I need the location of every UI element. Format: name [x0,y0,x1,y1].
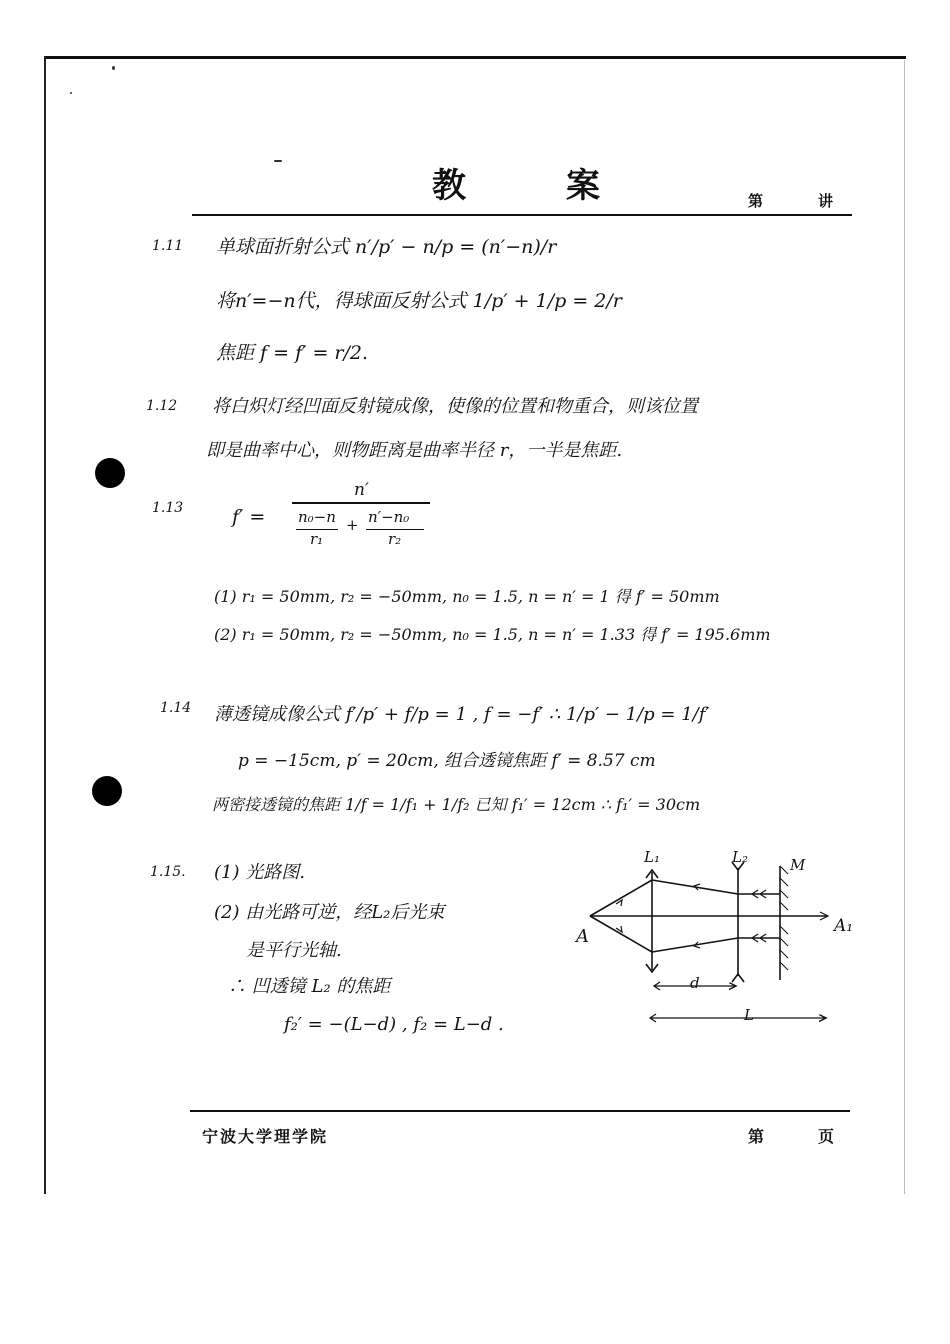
footer-institution: 宁波大学理学院 [202,1127,329,1146]
problem-line: (1) 光路图. [214,862,305,883]
problem-line: (2) r₁ = 50mm, r₂ = −50mm, n₀ = 1.5, n = n′ = 1.33 得 f′ = 195.6mm [214,625,771,644]
page-border-top [46,56,906,59]
scan-speck [274,160,282,162]
optical-path-diagram [570,846,860,1036]
formula-lhs: f′ = [232,506,266,528]
diagram-label-m: M [790,856,806,874]
diagram-label-a: A [576,926,589,947]
formula-term2-num: n′−n₀ [368,508,410,526]
problem-number: 1.14 [160,700,192,716]
formula-main-bar [292,502,430,504]
footer-rule [190,1110,850,1112]
problem-line: 单球面折射公式 n′/p′ − n/p = (n′−n)/r [216,236,557,258]
title-an: 案 [566,166,600,206]
lecture-jiang: 讲 [818,192,834,210]
ray-lower-in [590,916,652,952]
title-jiao: 教 [432,166,466,206]
formula-term1-den: r₁ [310,530,324,548]
problem-line: 薄透镜成像公式 f′/p′ + f/p = 1 , f = −f′ ∴ 1/p′ − 1/p = 1/f′ [214,704,710,725]
scan-speck [112,66,115,70]
problem-line: 是平行光轴. [246,940,342,961]
diagram-label-a1: A₁ [834,916,854,936]
problem-line: 将n′=−n代，得球面反射公式 1/p′ + 1/p = 2/r [216,290,622,312]
problem-line: (1) r₁ = 50mm, r₂ = −50mm, n₀ = 1.5, n = n′ = 1 得 f′ = 50mm [214,587,720,606]
footer-page-ye: 页 [818,1127,837,1146]
problem-number: 1.11 [152,238,184,254]
problem-number: 1.15. [150,864,186,880]
problem-line: 焦距 f = f′ = r/2. [216,342,369,364]
formula-term2-den: r₂ [388,530,402,548]
mirror-hatching [780,866,788,970]
page-border-left [44,56,46,1194]
diagram-label-l1: L₁ [644,848,660,866]
header-rule [192,214,852,216]
diagram-label-l2: L₂ [732,848,748,866]
problem-line: (2) 由光路可逆，经L₂后光束 [214,902,445,923]
diagram-label-l: L [744,1006,754,1024]
ray-upper-in [590,880,652,916]
problem-line: ∴ 凹透镜 L₂ 的焦距 [228,976,391,997]
formula-numerator: n′ [354,480,369,500]
problem-number: 1.12 [146,398,178,414]
diagram-label-d: d [690,974,700,992]
lecture-di: 第 [748,192,764,210]
page-border-right [904,60,905,1194]
punch-hole-upper [95,458,125,488]
footer-page-di: 第 [748,1127,767,1146]
problem-line: p = −15cm, p′ = 20cm, 组合透镜焦距 f′ = 8.57 cm [238,751,656,771]
problem-line: 将白炽灯经凹面反射镜成像，使像的位置和物重合，则该位置 [212,396,698,417]
problem-line: 两密接透镜的焦距 1/f = 1/f₁ + 1/f₂ 已知 f₁′ = 12cm ∴ f₁′ = 30cm [212,795,701,814]
problem-number: 1.13 [152,500,184,516]
scan-speck [70,92,72,94]
problem-line: 即是曲率中心，则物距离是曲率半径 r，一半是焦距. [206,440,623,461]
problem-line: f₂′ = −(L−d) , f₂ = L−d . [284,1014,504,1035]
formula-term1-num: n₀−n [298,508,336,526]
formula-plus: + [346,516,359,534]
punch-hole-lower [92,776,122,806]
